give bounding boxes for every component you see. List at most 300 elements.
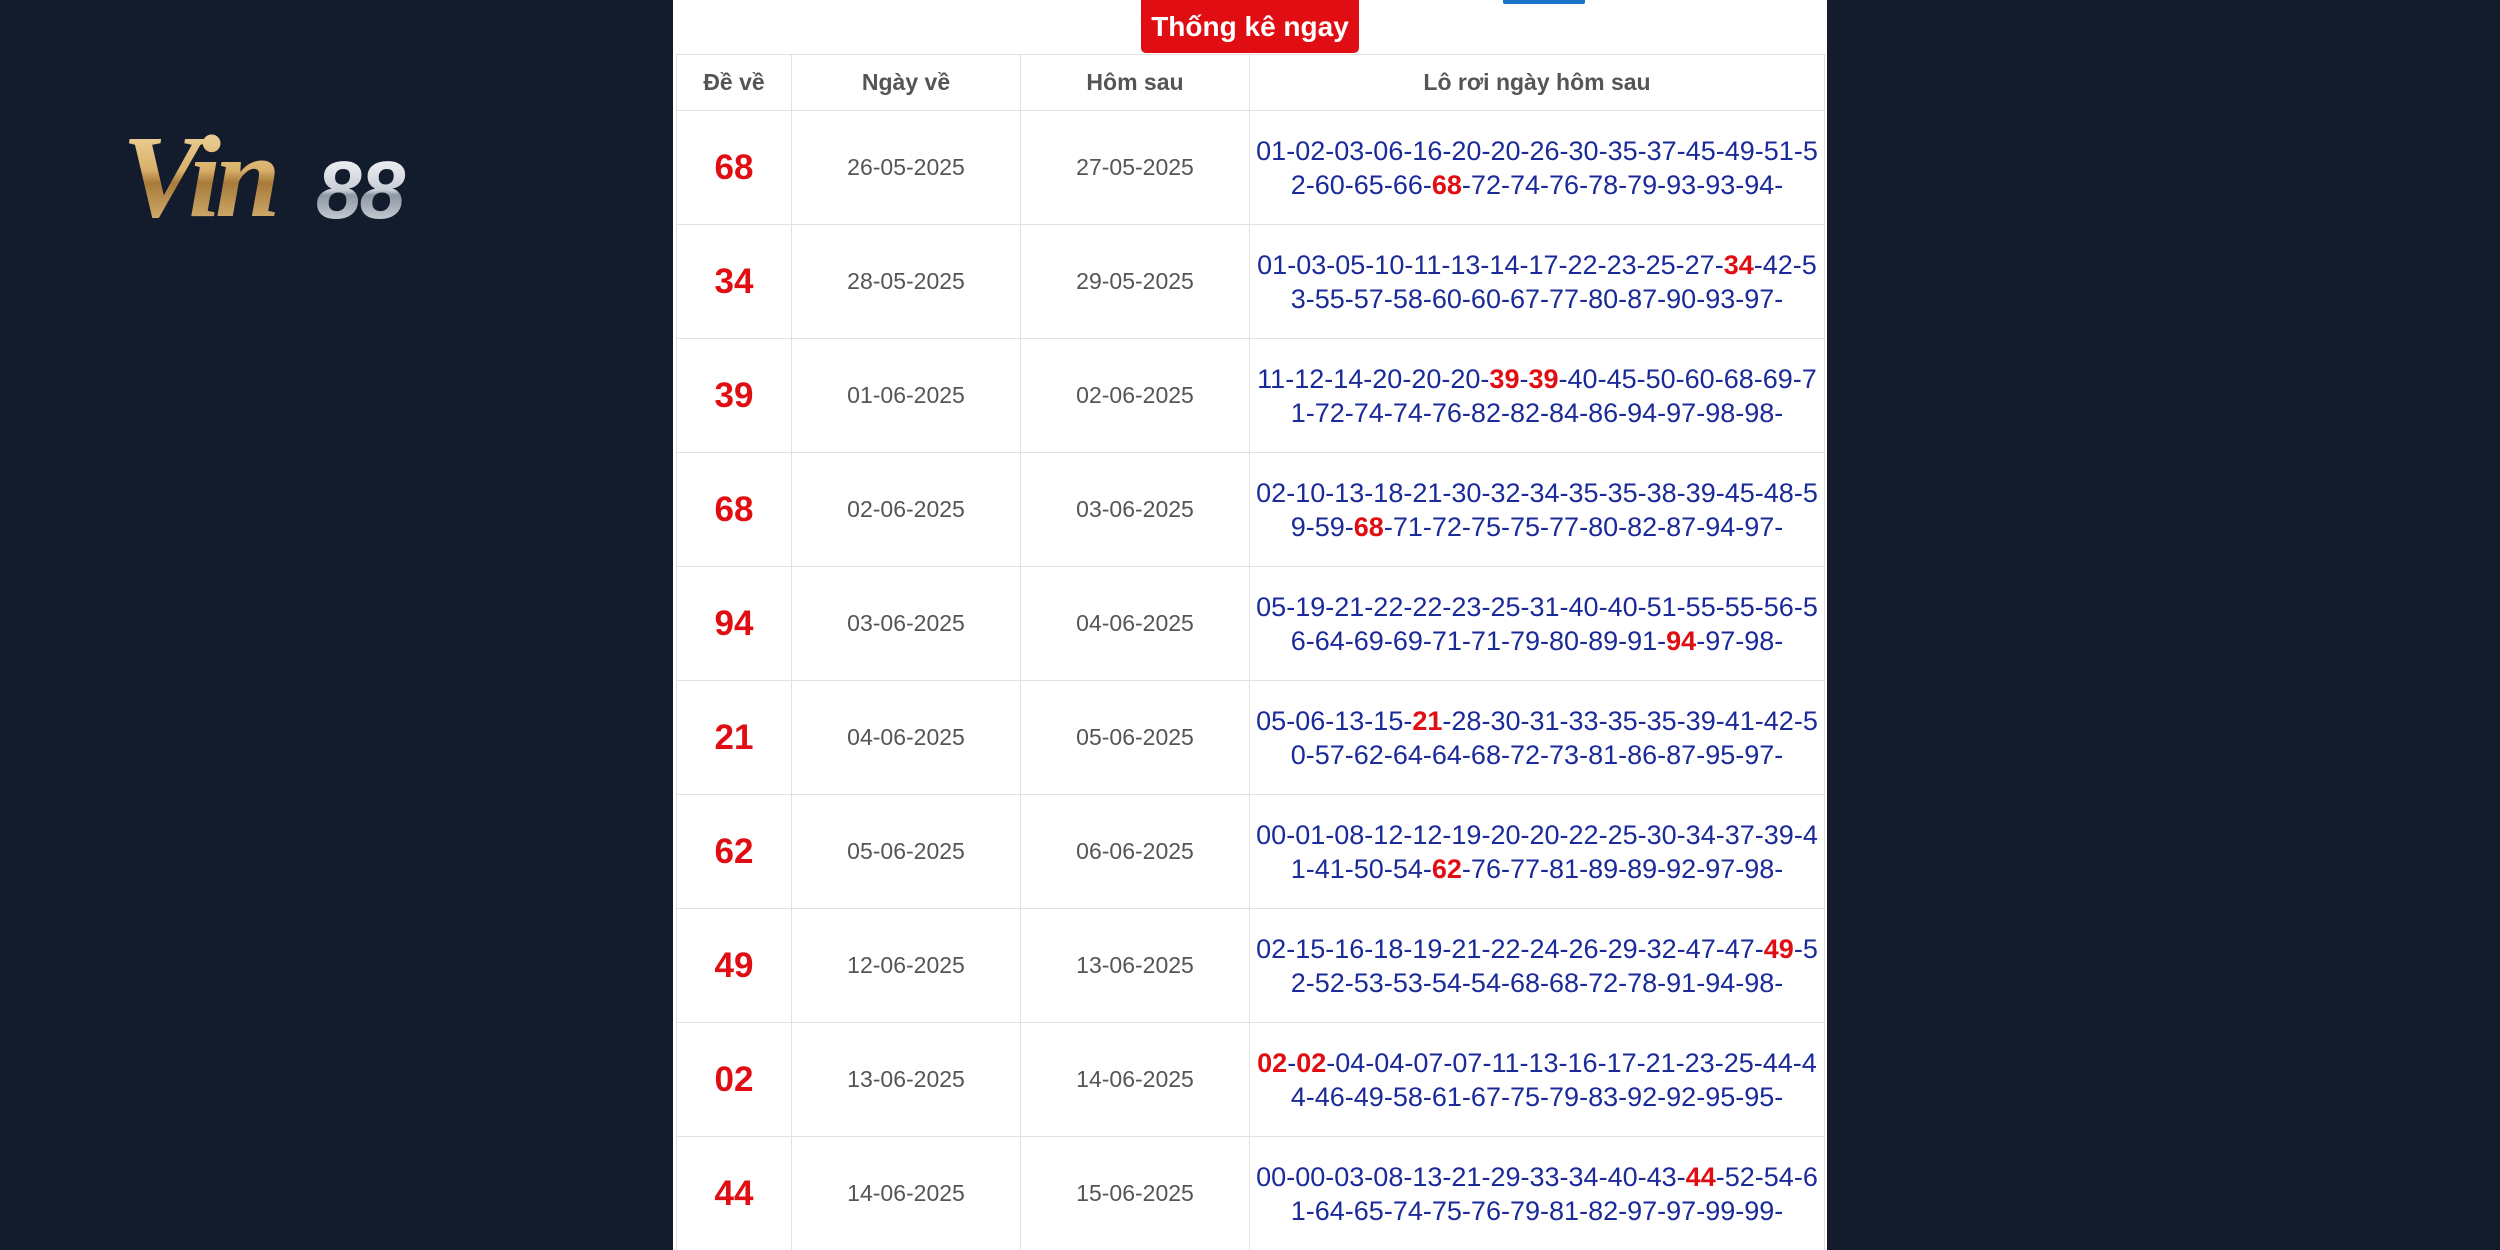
de-ve-value: 02	[677, 1023, 792, 1137]
lo-number: 94	[1666, 625, 1697, 656]
lo-number: 17	[1606, 1047, 1637, 1078]
lo-number: 38	[1646, 477, 1677, 508]
lo-number: 39	[1685, 705, 1716, 736]
lo-number: 97	[1666, 1195, 1697, 1226]
thong-ke-ngay-button[interactable]: Thống kê ngay	[1141, 0, 1359, 53]
table-row	[677, 681, 1825, 795]
lo-number: 94	[1744, 169, 1775, 200]
statistics-panel	[673, 0, 1827, 1250]
lo-number: 05	[1256, 591, 1287, 622]
lo-number: 84	[1549, 397, 1580, 428]
lo-number: 94	[1705, 511, 1736, 542]
lo-number: 27	[1684, 249, 1715, 280]
lo-number: 95	[1705, 739, 1736, 770]
lo-number: 86	[1588, 397, 1619, 428]
lo-number: 25	[1490, 591, 1521, 622]
table-row	[677, 795, 1825, 909]
lo-number: 97	[1627, 1195, 1658, 1226]
lo-number: 99	[1744, 1195, 1775, 1226]
lo-number: 68	[1470, 739, 1501, 770]
lo-number: 33	[1529, 1161, 1560, 1192]
lo-number: 20	[1372, 363, 1403, 394]
lo-number: 68	[1509, 967, 1541, 998]
lo-number: 07	[1413, 1047, 1444, 1078]
lo-number: 86	[1627, 739, 1658, 770]
lo-number: 23	[1606, 249, 1637, 280]
hom-sau-value: 15-06-2025	[1021, 1137, 1250, 1250]
lo-number: 97	[1744, 283, 1775, 314]
lo-number: 98	[1744, 397, 1775, 428]
lo-number: 79	[1509, 1195, 1541, 1226]
ngay-ve-value: 14-06-2025	[792, 1137, 1021, 1250]
lo-number: 71	[1392, 511, 1423, 542]
table-row	[677, 909, 1825, 1023]
lo-number: 05	[1335, 249, 1366, 280]
lo-number: 98	[1744, 853, 1775, 884]
lo-number: 16	[1334, 933, 1365, 964]
lo-number: 59	[1314, 511, 1345, 542]
lo-number: 77	[1549, 511, 1580, 542]
lo-number: 72	[1314, 397, 1345, 428]
lo-number: 80	[1588, 283, 1619, 314]
lo-number: 43	[1646, 1161, 1677, 1192]
lo-number: 61	[1431, 1081, 1462, 1112]
lo-number: 50	[1353, 853, 1384, 884]
lo-number: 65	[1353, 169, 1384, 200]
lo-number: 22	[1567, 249, 1598, 280]
lo-number: 92	[1666, 853, 1697, 884]
lo-number: 11	[1413, 249, 1442, 280]
lo-number: 16	[1567, 1047, 1598, 1078]
lo-number: 74	[1392, 1195, 1423, 1226]
lo-number: 72	[1588, 967, 1619, 998]
lo-number: 79	[1509, 625, 1541, 656]
lo-number: 98	[1744, 967, 1775, 998]
ngay-ve-value: 12-06-2025	[792, 909, 1021, 1023]
hom-sau-value: 13-06-2025	[1021, 909, 1250, 1023]
lo-roi-list: 01-03-05-10-11-13-14-17-22-23-25-27-34-42-53-55-57-58-60-60-67-77-80-87-90-93-97-	[1250, 225, 1825, 339]
lo-number: 89	[1627, 853, 1658, 884]
lo-number: 53	[1290, 249, 1817, 314]
lo-number: 07	[1452, 1047, 1483, 1078]
lo-number: 62	[1353, 739, 1384, 770]
lo-number: 25	[1723, 1047, 1754, 1078]
lo-number: 94	[1705, 967, 1736, 998]
lo-number: 91	[1666, 967, 1697, 998]
lo-number: 21	[1451, 1161, 1482, 1192]
lo-number: 89	[1588, 853, 1619, 884]
lo-number: 82	[1627, 511, 1658, 542]
lo-number: 99	[1705, 1195, 1736, 1226]
lo-number: 51	[1646, 591, 1677, 622]
table-row	[677, 111, 1825, 225]
lo-number: 98	[1744, 625, 1775, 656]
lo-number: 72	[1431, 511, 1462, 542]
de-ve-value: 68	[677, 453, 792, 567]
lo-number: 30	[1451, 477, 1482, 508]
lo-number: 20	[1490, 819, 1521, 850]
lo-number: 15	[1295, 933, 1326, 964]
lo-number: 39	[1528, 363, 1559, 394]
hom-sau-value: 06-06-2025	[1021, 795, 1250, 909]
lo-number: 39	[1763, 819, 1794, 850]
table-row	[677, 453, 1825, 567]
lo-number: 87	[1627, 283, 1658, 314]
lo-number: 02	[1295, 135, 1326, 166]
lo-number: 19	[1295, 591, 1326, 622]
lo-number: 13	[1528, 1047, 1559, 1078]
lo-number: 54	[1470, 967, 1501, 998]
lo-number: 12	[1294, 363, 1325, 394]
lo-number: 74	[1392, 397, 1423, 428]
lo-number: 72	[1509, 739, 1541, 770]
hom-sau-value: 03-06-2025	[1021, 453, 1250, 567]
de-ve-value: 62	[677, 795, 792, 909]
lo-number: 39	[1685, 477, 1716, 508]
lo-number: 50	[1645, 363, 1676, 394]
lo-roi-table	[676, 54, 1825, 1250]
lo-number: 32	[1646, 933, 1677, 964]
lo-number: 23	[1451, 591, 1482, 622]
lo-number: 42	[1763, 705, 1794, 736]
lo-number: 01	[1257, 249, 1288, 280]
lo-number: 42	[1762, 249, 1793, 280]
lo-number: 67	[1470, 1081, 1501, 1112]
lo-number: 20	[1450, 363, 1481, 394]
lo-number: 52	[1724, 1161, 1755, 1192]
lo-number: 74	[1509, 169, 1541, 200]
hom-sau-value: 29-05-2025	[1021, 225, 1250, 339]
lo-number: 13	[1334, 705, 1365, 736]
lo-number: 76	[1431, 397, 1462, 428]
lo-number: 00	[1295, 1161, 1326, 1192]
lo-number: 22	[1373, 591, 1404, 622]
lo-number: 61	[1290, 1161, 1818, 1226]
lo-number: 68	[1723, 363, 1754, 394]
lo-number: 79	[1549, 1081, 1580, 1112]
lo-number: 26	[1568, 933, 1599, 964]
lo-number: 49	[1353, 1081, 1384, 1112]
lo-number: 97	[1705, 625, 1736, 656]
de-ve-value: 34	[677, 225, 792, 339]
lo-number: 97	[1705, 853, 1736, 884]
lo-number: 19	[1412, 933, 1443, 964]
de-ve-value: 44	[677, 1137, 792, 1250]
de-ve-value: 21	[677, 681, 792, 795]
ngay-ve-value: 05-06-2025	[792, 795, 1021, 909]
lo-number: 30	[1646, 819, 1677, 850]
de-ve-value: 94	[677, 567, 792, 681]
lo-number: 79	[1627, 169, 1658, 200]
lo-number: 19	[1451, 819, 1482, 850]
lo-number: 60	[1684, 363, 1715, 394]
lo-number: 53	[1353, 967, 1384, 998]
lo-number: 54	[1392, 853, 1423, 884]
lo-number: 83	[1588, 1081, 1619, 1112]
lo-number: 62	[1431, 853, 1462, 884]
lo-number: 71	[1290, 363, 1817, 428]
lo-number: 52	[1290, 135, 1818, 200]
table-row	[677, 1137, 1825, 1250]
de-ve-value: 68	[677, 111, 792, 225]
lo-number: 44	[1685, 1161, 1716, 1192]
lo-number: 87	[1666, 739, 1697, 770]
lo-number: 23	[1684, 1047, 1715, 1078]
lo-number: 80	[1588, 511, 1619, 542]
lo-number: 39	[1489, 363, 1520, 394]
lo-number: 87	[1666, 511, 1697, 542]
lo-roi-list: 02-10-13-18-21-30-32-34-35-35-38-39-45-48-59-59-68-71-72-75-75-77-80-82-87-94-97-	[1250, 453, 1825, 567]
lo-number: 35	[1607, 477, 1638, 508]
lo-number: 48	[1763, 477, 1794, 508]
lo-number: 45	[1685, 135, 1716, 166]
lo-number: 02	[1256, 477, 1287, 508]
logo-part-88: 88	[316, 145, 404, 233]
lo-number: 77	[1549, 283, 1580, 314]
lo-number: 55	[1685, 591, 1716, 622]
lo-number: 00	[1256, 819, 1287, 850]
lo-number: 82	[1509, 397, 1541, 428]
lo-roi-list: 11-12-14-20-20-20-39-39-40-45-50-60-68-69-71-72-74-74-76-82-82-84-86-94-97-98-98-	[1250, 339, 1825, 453]
column-header-hom-sau: Hôm sau	[1021, 55, 1250, 111]
lo-number: 75	[1509, 1081, 1541, 1112]
lo-number: 22	[1568, 819, 1599, 850]
lo-number: 18	[1373, 933, 1404, 964]
lo-number: 80	[1549, 625, 1580, 656]
lo-number: 78	[1588, 169, 1619, 200]
vin88-logo	[120, 118, 485, 233]
lo-number: 32	[1490, 477, 1521, 508]
lo-number: 47	[1685, 933, 1716, 964]
lo-number: 41	[1724, 705, 1755, 736]
lo-number: 20	[1411, 363, 1442, 394]
lo-number: 60	[1314, 169, 1345, 200]
lo-number: 10	[1295, 477, 1326, 508]
ngay-ve-value: 02-06-2025	[792, 453, 1021, 567]
lo-number: 13	[1412, 1161, 1443, 1192]
lo-number: 33	[1568, 705, 1599, 736]
lo-roi-list: 05-06-13-15-21-28-30-31-33-35-35-39-41-42-50-57-62-64-64-68-72-73-81-86-87-95-97-	[1250, 681, 1825, 795]
lo-number: 21	[1334, 591, 1365, 622]
lo-number: 21	[1412, 705, 1443, 736]
lo-number: 57	[1353, 283, 1384, 314]
lo-number: 12	[1412, 819, 1443, 850]
lo-number: 64	[1431, 739, 1462, 770]
lo-roi-list: 05-19-21-22-22-23-25-31-40-40-51-55-55-56-56-64-69-69-71-71-79-80-89-91-94-97-98-	[1250, 567, 1825, 681]
lo-number: 98	[1705, 397, 1736, 428]
lo-number: 76	[1470, 1195, 1501, 1226]
lo-number: 68	[1353, 511, 1384, 542]
lo-number: 35	[1607, 705, 1638, 736]
lo-number: 56	[1290, 591, 1818, 656]
lo-number: 51	[1763, 135, 1794, 166]
lo-number: 35	[1568, 477, 1599, 508]
lo-number: 26	[1529, 135, 1560, 166]
ngay-ve-value: 01-06-2025	[792, 339, 1021, 453]
hom-sau-value: 02-06-2025	[1021, 339, 1250, 453]
lo-number: 04	[1374, 1047, 1405, 1078]
ngay-ve-value: 04-06-2025	[792, 681, 1021, 795]
logo-part-vin: Vin	[122, 118, 275, 233]
lo-number: 40	[1607, 1161, 1638, 1192]
lo-number: 15	[1373, 705, 1404, 736]
table-row	[677, 225, 1825, 339]
lo-number: 21	[1451, 933, 1482, 964]
table-body	[677, 111, 1825, 1250]
lo-number: 53	[1392, 967, 1423, 998]
lo-number: 93	[1705, 283, 1736, 314]
lo-number: 76	[1470, 853, 1501, 884]
lo-number: 11	[1491, 1047, 1520, 1078]
lo-number: 34	[1529, 477, 1560, 508]
lo-number: 74	[1353, 397, 1384, 428]
lo-number: 37	[1724, 819, 1755, 850]
lo-roi-list: 00-00-03-08-13-21-29-33-34-40-43-44-52-54-61-64-65-74-75-76-79-81-82-97-97-99-99-	[1250, 1137, 1825, 1250]
lo-roi-list: 00-01-08-12-12-19-20-20-22-25-30-34-37-39-41-41-50-54-62-76-77-81-89-89-92-97-98-	[1250, 795, 1825, 909]
lo-number: 57	[1314, 739, 1345, 770]
lo-number: 02	[1257, 1047, 1288, 1078]
lo-number: 04	[1335, 1047, 1366, 1078]
lo-number: 22	[1490, 933, 1521, 964]
lo-number: 81	[1549, 1195, 1580, 1226]
lo-number: 55	[1724, 591, 1755, 622]
lo-number: 60	[1431, 283, 1462, 314]
lo-number: 34	[1685, 819, 1716, 850]
lo-number: 41	[1290, 819, 1818, 884]
lo-number: 21	[1412, 477, 1443, 508]
lo-number: 10	[1374, 249, 1405, 280]
lo-number: 93	[1705, 169, 1736, 200]
lo-number: 40	[1607, 591, 1638, 622]
lo-number: 40	[1567, 363, 1598, 394]
lo-number: 71	[1431, 625, 1462, 656]
lo-number: 02	[1296, 1047, 1327, 1078]
lo-number: 97	[1744, 739, 1775, 770]
lo-number: 65	[1353, 1195, 1384, 1226]
lo-number: 13	[1334, 477, 1365, 508]
column-header-lo-roi: Lô rơi ngày hôm sau	[1250, 55, 1825, 111]
lo-number: 82	[1470, 397, 1501, 428]
lo-number: 64	[1392, 739, 1423, 770]
lo-number: 67	[1509, 283, 1541, 314]
lo-number: 13	[1450, 249, 1481, 280]
column-header-de-ve: Đề về	[677, 55, 792, 111]
lo-number: 22	[1412, 591, 1443, 622]
lo-number: 95	[1705, 1081, 1736, 1112]
lo-number: 52	[1290, 933, 1818, 998]
lo-number: 82	[1588, 1195, 1619, 1226]
table-row	[677, 1023, 1825, 1137]
lo-number: 78	[1627, 967, 1658, 998]
lo-number: 69	[1392, 625, 1423, 656]
lo-number: 93	[1666, 169, 1697, 200]
lo-number: 50	[1290, 705, 1818, 770]
lo-number: 60	[1470, 283, 1501, 314]
lo-number: 20	[1451, 135, 1482, 166]
lo-number: 24	[1529, 933, 1560, 964]
lo-number: 34	[1568, 1161, 1599, 1192]
lo-number: 12	[1373, 819, 1404, 850]
lo-number: 75	[1431, 1195, 1462, 1226]
lo-number: 01	[1256, 135, 1287, 166]
lo-number: 37	[1646, 135, 1677, 166]
lo-number: 95	[1744, 1081, 1775, 1112]
lo-number: 54	[1763, 1161, 1794, 1192]
lo-number: 90	[1666, 283, 1697, 314]
lo-number: 44	[1290, 1047, 1817, 1112]
lo-number: 30	[1490, 705, 1521, 736]
lo-number: 45	[1606, 363, 1637, 394]
table-row	[677, 339, 1825, 453]
ngay-ve-value: 26-05-2025	[792, 111, 1021, 225]
lo-number: 14	[1489, 249, 1520, 280]
column-header-ngay-ve: Ngày về	[792, 55, 1021, 111]
lo-number: 77	[1509, 853, 1541, 884]
lo-number: 97	[1666, 397, 1697, 428]
lo-number: 21	[1645, 1047, 1676, 1078]
hom-sau-value: 14-06-2025	[1021, 1023, 1250, 1137]
ngay-ve-value: 03-06-2025	[792, 567, 1021, 681]
lo-number: 89	[1588, 625, 1619, 656]
lo-number: 55	[1314, 283, 1345, 314]
lo-number: 72	[1470, 169, 1501, 200]
lo-number: 35	[1607, 135, 1638, 166]
lo-number: 35	[1646, 705, 1677, 736]
lo-number: 34	[1723, 249, 1754, 280]
lo-number: 59	[1290, 477, 1818, 542]
lo-roi-list: 01-02-03-06-16-20-20-26-30-35-37-45-49-51-52-60-65-66-68-72-74-76-78-79-93-93-94-	[1250, 111, 1825, 225]
lo-number: 05	[1256, 705, 1287, 736]
lo-number: 08	[1334, 819, 1365, 850]
lo-number: 58	[1392, 1081, 1423, 1112]
lo-number: 46	[1314, 1081, 1345, 1112]
lo-number: 08	[1373, 1161, 1404, 1192]
lo-number: 00	[1256, 1161, 1287, 1192]
lo-number: 29	[1607, 933, 1638, 964]
de-ve-value: 39	[677, 339, 792, 453]
lo-number: 44	[1762, 1047, 1793, 1078]
lo-number: 40	[1568, 591, 1599, 622]
lo-number: 54	[1431, 967, 1462, 998]
lo-number: 73	[1549, 739, 1580, 770]
lo-number: 76	[1549, 169, 1580, 200]
lo-number: 11	[1257, 363, 1286, 394]
hom-sau-value: 27-05-2025	[1021, 111, 1250, 225]
lo-number: 75	[1470, 511, 1501, 542]
lo-number: 81	[1588, 739, 1619, 770]
lo-number: 66	[1392, 169, 1423, 200]
lo-number: 16	[1412, 135, 1443, 166]
ngay-ve-value: 28-05-2025	[792, 225, 1021, 339]
lo-number: 56	[1763, 591, 1794, 622]
lo-number: 17	[1528, 249, 1559, 280]
vin88-logo-graphic	[120, 118, 485, 233]
lo-number: 25	[1645, 249, 1676, 280]
hom-sau-value: 04-06-2025	[1021, 567, 1250, 681]
lo-number: 92	[1627, 1081, 1658, 1112]
lo-number: 68	[1549, 967, 1580, 998]
lo-number: 47	[1724, 933, 1755, 964]
lo-number: 45	[1724, 477, 1755, 508]
lo-number: 31	[1529, 705, 1560, 736]
lo-number: 01	[1295, 819, 1326, 850]
de-ve-value: 49	[677, 909, 792, 1023]
lo-number: 69	[1353, 625, 1384, 656]
lo-number: 75	[1509, 511, 1541, 542]
tab-indicator	[1503, 0, 1585, 4]
lo-number: 30	[1568, 135, 1599, 166]
lo-number: 03	[1334, 1161, 1365, 1192]
